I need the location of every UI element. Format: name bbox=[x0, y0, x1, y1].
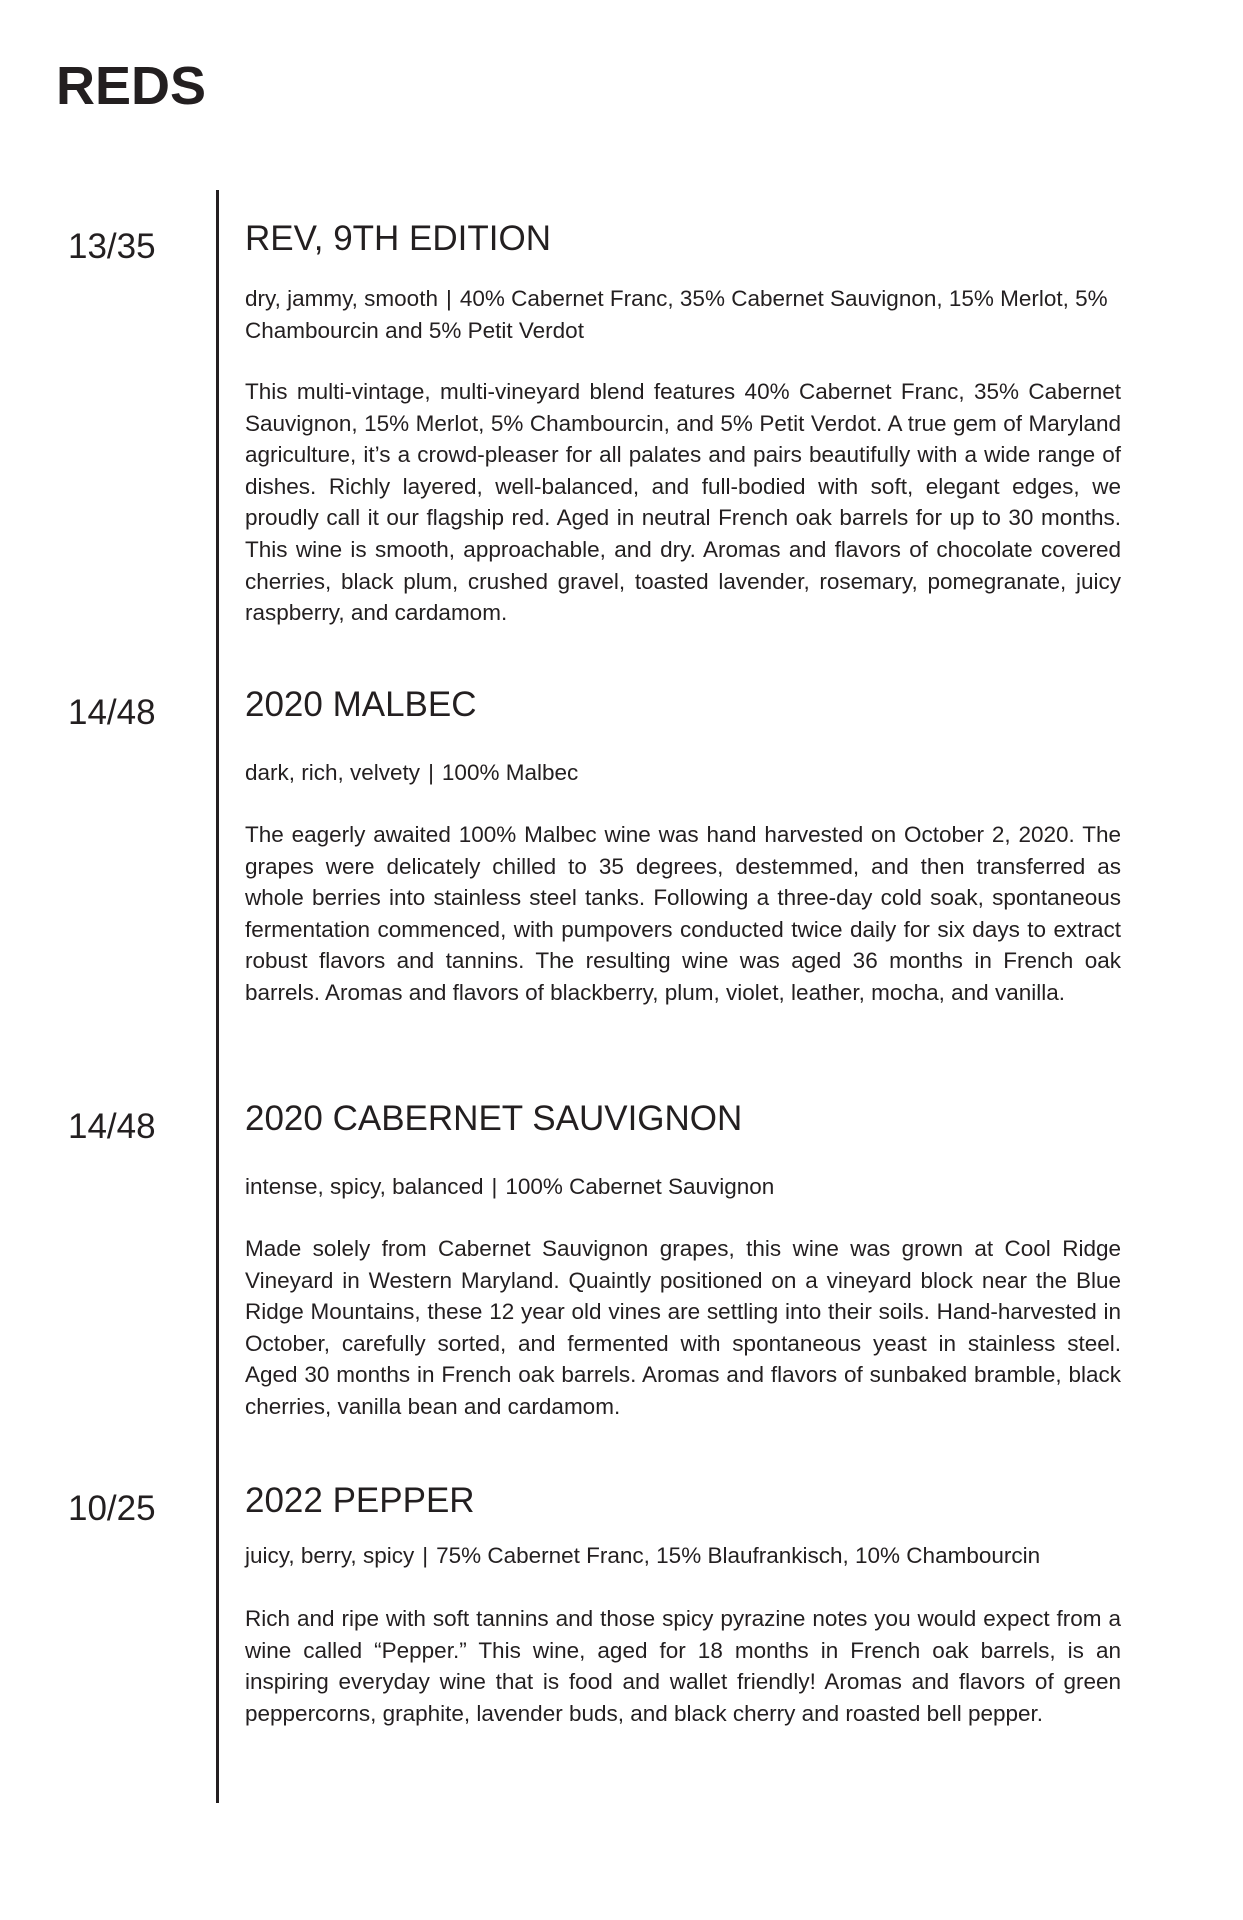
wine-description: The eagerly awaited 100% Malbec wine was hand harvested on October 2, 2020. The grapes were delicately chilled to 35 degrees, destemmed, and then transferred as whole berries into stainless steel tanks. Following a three-day cold soak, spontaneous fermentation commenced, with pumpovers conducted twice daily for six days to extract robust flavors and tannins. The resulting wine was aged 36 months in French oak barrels. Aromas and flavors of blackberry, plum, violet, leather, mocha, and vanilla. bbox=[245, 822, 1121, 1005]
wine-blend: 100% Malbec bbox=[441, 760, 579, 785]
wine-description: This multi-vintage, multi-vineyard blend features 40% Cabernet Franc, 35% Cabernet Sauvignon, 15% Merlot, 5% Chambourcin, and 5% Petit Verdot. A true gem of Maryland agriculture, it’s a crowd-pleaser for all palates and pairs beautifully with a wide range of dishes. Richly layered, well-balanced, and full-bodied with soft, elegant edges, we proudly call it our flagship red. Aged in neutral French oak barrels for up to 30 months. This wine is smooth, approachable, and dry. Aromas and flavors of chocolate covered cherries, black plum, crushed gravel, toasted lavender, rosemary, pomegranate, juicy raspberry, and cardamom. bbox=[245, 379, 1121, 626]
section-title: REDS bbox=[56, 56, 207, 116]
wine-descriptors: juicy, berry, spicy bbox=[245, 1543, 415, 1568]
meta-separator: | bbox=[428, 760, 434, 785]
wine-price: 14/48 bbox=[68, 693, 156, 732]
vertical-divider bbox=[216, 190, 219, 1803]
wine-blend: 75% Cabernet Franc, 15% Blaufrankisch, 10% Chambourcin bbox=[436, 1543, 1041, 1568]
wine-price: 10/25 bbox=[68, 1489, 156, 1528]
wine-price: 14/48 bbox=[68, 1107, 156, 1146]
wine-meta bbox=[245, 1171, 1121, 1203]
meta-separator: | bbox=[422, 1543, 429, 1568]
wine-name: 2020 CABERNET SAUVIGNON bbox=[245, 1099, 743, 1138]
wine-price: 13/35 bbox=[68, 227, 156, 266]
wine-name: 2020 MALBEC bbox=[245, 685, 477, 724]
wine-description: Made solely from Cabernet Sauvignon grapes, this wine was grown at Cool Ridge Vineyard in Western Maryland. Quaintly positioned on a vineyard block near the Blue Ridge Mountains, these 12 year old vines are settling into their soils. Hand-harvested in October, carefully sorted, and fermented with spontaneous yeast in stainless steel. Aged 30 months in French oak barrels. Aromas and flavors of sunbaked bramble, black cherries, vanilla bean and cardamom. bbox=[245, 1236, 1121, 1419]
wine-descriptors: intense, spicy, balanced bbox=[245, 1174, 484, 1199]
wine-blend: 40% Cabernet Franc, 35% Cabernet Sauvignon, 15% Merlot, 5% Chambourcin and 5% Petit Verdot bbox=[245, 286, 1108, 343]
wine-descriptors: dry, jammy, smooth bbox=[245, 286, 438, 311]
wine-description: Rich and ripe with soft tannins and those spicy pyrazine notes you would expect from a wine called “Pepper.” This wine, aged for 18 months in French oak barrels, is an inspiring everyday wine that is food and wallet friendly! Aromas and flavors of green peppercorns, graphite, lavender buds, and black cherry and roasted bell pepper. bbox=[245, 1606, 1121, 1726]
meta-separator: | bbox=[491, 1174, 498, 1199]
wine-name: 2022 PEPPER bbox=[245, 1481, 475, 1520]
wine-meta bbox=[245, 283, 1121, 347]
wine-meta bbox=[245, 1540, 1121, 1572]
wine-name: REV, 9TH EDITION bbox=[245, 219, 551, 258]
meta-separator: | bbox=[445, 286, 452, 311]
wine-meta bbox=[245, 757, 1121, 789]
wine-blend: 100% Cabernet Sauvignon bbox=[505, 1174, 775, 1199]
wine-descriptors: dark, rich, velvety bbox=[245, 760, 421, 785]
